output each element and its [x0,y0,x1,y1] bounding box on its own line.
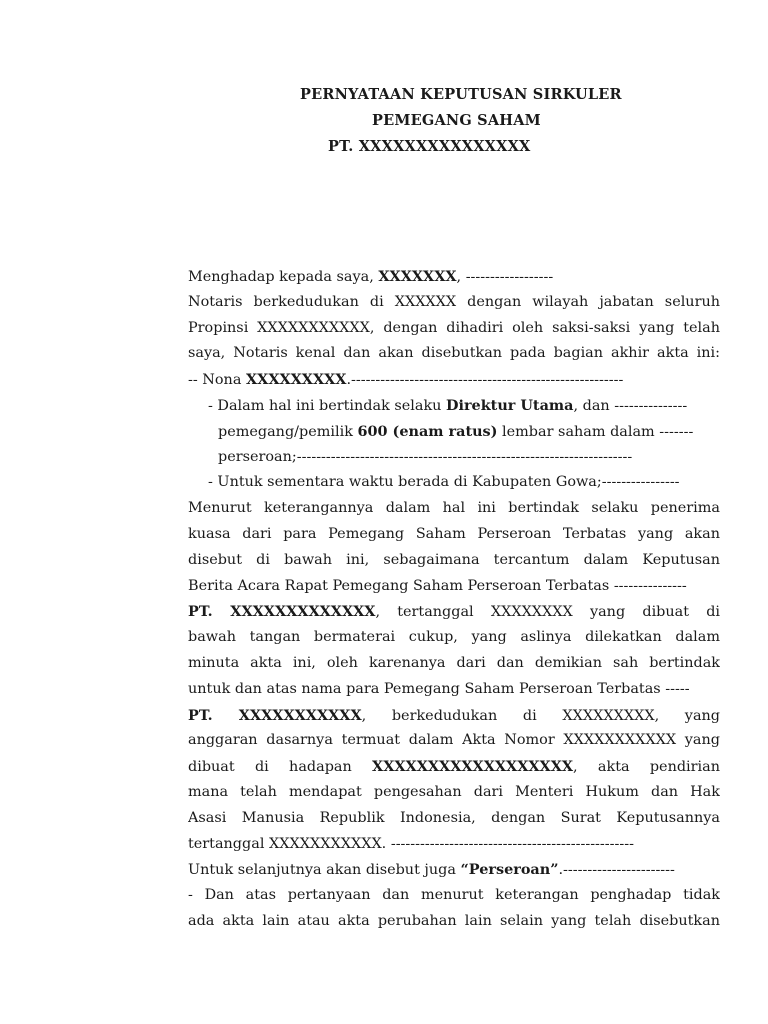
title-line-3: PT. XXXXXXXXXXXXXXX [328,138,531,155]
body-line-25: - Dan atas pertanyaan dan menurut keterangan penghadap tidak [188,887,720,904]
company-name-redacted: PT. XXXXXXXXXXXXX [188,603,376,621]
document-body [188,264,720,935]
body-line-13: Berita Acara Rapat Pemegang Saham Perseroan Terbatas --------------- [188,577,687,594]
appearer-name-redacted: XXXXXXXXX [245,371,347,389]
body-line-5: -- Nona XXXXXXXXX.-------------------------------------------------------- [188,371,624,389]
body-line-17: untuk dan atas nama para Pemegang Saham Perseroan Terbatas ----- [188,680,690,697]
company-name-redacted-2: PT. XXXXXXXXXXX [188,706,362,724]
body-line-14: PT. XXXXXXXXXXXXX, tertanggal XXXXXXXX yang dibuat di [188,603,720,621]
body-line-18: PT. XXXXXXXXXXX, berkedudukan di XXXXXXXXX, yang [188,706,720,724]
body-line-2: Notaris berkedudukan di XXXXXX dengan wilayah jabatan seluruh [188,293,720,310]
body-line-19: anggaran dasarnya termuat dalam Akta Nomor XXXXXXXXXXX yang [188,732,720,749]
body-line-15: bawah tangan bermaterai cukup, yang aslinya dilekatkan dalam [188,629,720,646]
title-line-2: PEMEGANG SAHAM [372,112,541,129]
body-line-4: saya, Notaris kenal dan akan disebutkan pada bagian akhir akta ini: [188,345,720,362]
body-line-8: perseroan;--------------------------------------------------------------------- [218,448,633,465]
company-alias: “Perseroan” [460,861,559,879]
body-line-26: ada akta lain atau akta perubahan lain selain yang telah disebutkan [188,912,720,929]
body-line-11: kuasa dari para Pemegang Saham Perseroan Terbatas yang akan [188,525,720,542]
body-line-7: pemegang/pemilik 600 (enam ratus) lembar saham dalam ------- [218,422,694,440]
title-line-1: PERNYATAAN KEPUTUSAN SIRKULER [300,86,622,103]
body-line-6: - Dalam hal ini bertindak selaku Direktur Utama, dan --------------- [208,396,688,414]
body-line-21: mana telah mendapat pengesahan dari Menteri Hukum dan Hak [188,783,720,800]
body-line-3: Propinsi XXXXXXXXXXX, dengan dihadiri oleh saksi-saksi yang telah [188,319,720,336]
body-line-22: Asasi Manusia Republik Indonesia, dengan Surat Keputusannya [188,809,720,826]
body-line-12: disebut di bawah ini, sebagaimana tercantum dalam Keputusan [188,551,720,568]
notary-name-redacted: XXXXXXX [378,268,457,285]
body-line-1: Menghadap kepada saya, XXXXXXX, ------------------ [188,268,554,285]
body-line-10: Menurut keterangannya dalam hal ini bertindak selaku penerima [188,500,720,517]
notary-name-redacted-2: XXXXXXXXXXXXXXXXXX [372,758,574,776]
body-line-9: - Untuk sementara waktu berada di Kabupaten Gowa;---------------- [208,474,680,491]
role-director: Direktur Utama [446,396,574,414]
body-line-23: tertanggal XXXXXXXXXXX. -------------------------------------------------- [188,835,634,852]
body-line-24: Untuk selanjutnya akan disebut juga “Perseroan”.----------------------- [188,861,675,879]
body-line-16: minuta akta ini, oleh karenanya dari dan demikian sah bertindak [188,654,720,671]
share-count: 600 (enam ratus) [357,422,498,440]
body-line-20: dibuat di hadapan XXXXXXXXXXXXXXXXXX, akta pendirian [188,758,720,776]
